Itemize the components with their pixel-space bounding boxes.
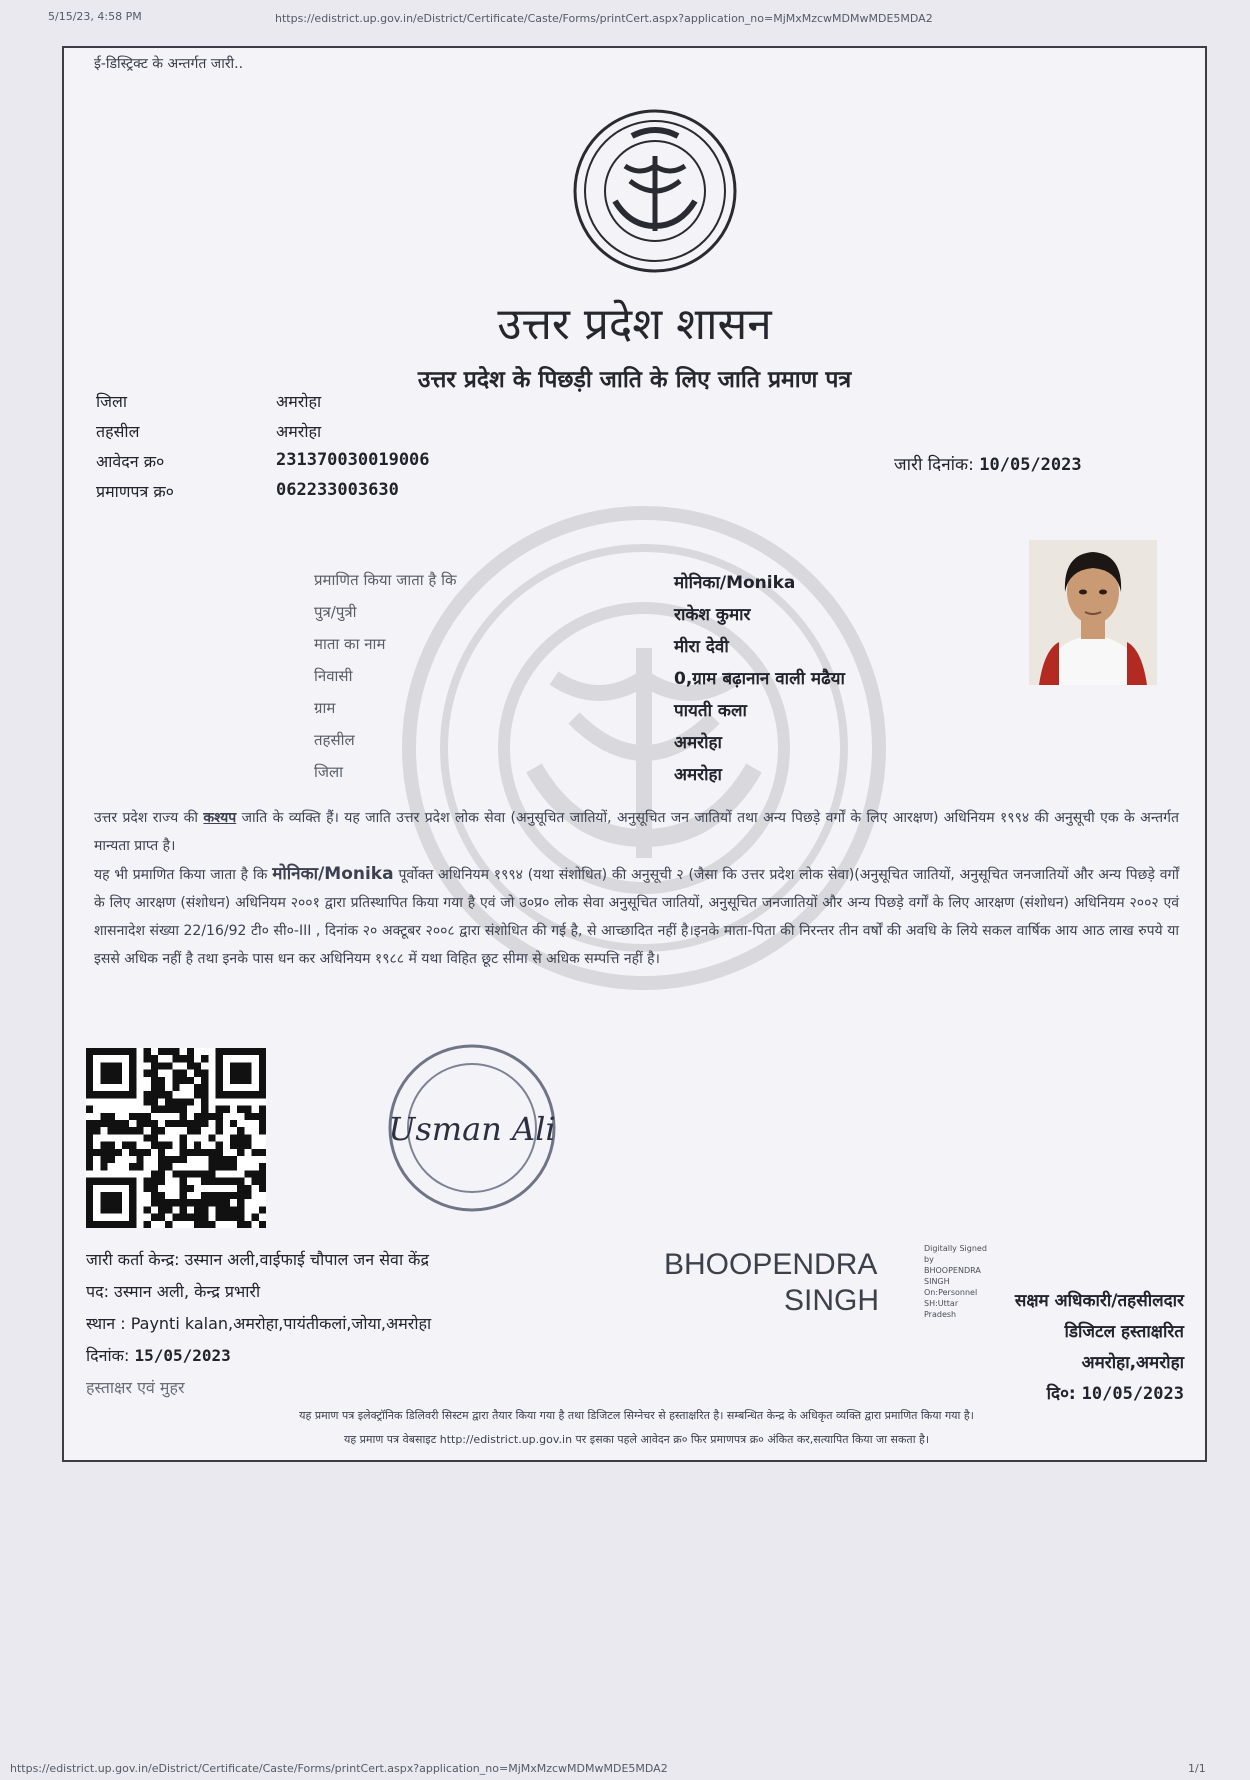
person-value: अमरोहा — [674, 765, 722, 785]
person-label: माता का नाम — [314, 635, 386, 653]
issue-date — [894, 452, 1082, 475]
print-datetime: 5/15/23, 4:58 PM — [48, 10, 142, 23]
issuer-block — [86, 1244, 706, 1404]
field-value: 062233003630 — [276, 480, 399, 500]
person-value: पायती कला — [674, 701, 747, 721]
issue-date-value: 10/05/2023 — [979, 455, 1082, 475]
digital-signature-detail: SINGH — [924, 1277, 950, 1286]
para2-text: यह भी प्रमाणित किया जाता है कि — [94, 867, 268, 883]
person-value: राकेश कुमार — [674, 605, 751, 625]
footer-url: https://edistrict.up.gov.in/eDistrict/Certificate/Caste/Forms/printCert.aspx?application_no=MjMxMzcwMDMwMDE5MDA2 — [10, 1762, 668, 1775]
officer-date-label: दि०: — [1046, 1384, 1076, 1404]
caste-name: कश्यप — [203, 810, 237, 826]
issuer-date-value: 15/05/2023 — [134, 1346, 231, 1365]
sub-title: उत्तर प्रदेश के पिछड़ी जाति के लिए जाति प्रमाण पत्र — [417, 367, 852, 393]
person-label: पुत्र/पुत्री — [314, 603, 357, 621]
digital-signature-detail: SH:Uttar — [924, 1299, 959, 1308]
fine-print — [84, 1404, 1189, 1452]
person-value: अमरोहा — [674, 733, 722, 753]
field-label: जिला — [96, 392, 128, 411]
digital-signature-detail: On:Personnel — [924, 1288, 978, 1297]
person-value: मीरा देवी — [674, 637, 729, 657]
person-label: तहसील — [314, 731, 355, 749]
signature-seal-label: हस्ताक्षर एवं मुहर — [86, 1378, 185, 1397]
officer-date-value: 10/05/2023 — [1081, 1384, 1184, 1404]
field-label: प्रमाणपत्र क्र० — [96, 482, 174, 501]
person-label: प्रमाणित किया जाता है कि — [314, 571, 457, 589]
person-value: 0,ग्राम बढ़ानान वाली मढैया — [674, 669, 845, 689]
field-value: 231370030019006 — [276, 450, 430, 470]
digital-signature — [664, 1243, 987, 1343]
page-number: 1/1 — [1188, 1762, 1206, 1775]
field-label: तहसील — [96, 422, 140, 441]
para2-text: पूर्वोक्त अधिनियम १९९४ (यथा संशोधित) की अनुसूची २ (जैसा कि उत्तर प्रदेश लोक सेवा)(अनुसूचित जातियों, अनुसूचित जनजातियों और अन्य पिछड़े वर्गों के लिए आरक्षण (संशोधन) अधिनियम २००१ द्वारा प्रतिस्थापित किया गया है एवं जो उ०प्र० लोक सेवा अनुसूचित जातियों, अनुसूचित जनजातियों और अन्य पिछड़े वर्गों के लिए आरक्षण (संशोधन) अधिनियम २००२ एवं शासनादेश संख्या 22/16/92 टी० सी०-III , दिनांक २० अक्टूबर २००८ द्वारा संशोधित की गई है, से आच्छादित नहीं है।इनके माता-पिता की निरन्तर तीन वर्षों की अवधि के लिये सकल वार्षिक आय आठ लाख रुपये या इससे अधिक नहीं है तथा इनके पास धन कर अधिनियम १९८८ में यथा विहित छूट सीमा से अधिक सम्पत्ति नहीं है। — [94, 867, 1180, 967]
officer-place: अमरोहा,अमरोहा — [1081, 1353, 1184, 1373]
qr-code — [86, 1048, 266, 1228]
certificate — [62, 46, 1207, 1462]
issuer-center: जारी कर्ता केन्द्र: उस्मान अली,वाईफाई चौपाल जन सेवा केंद्र — [86, 1250, 429, 1269]
fine-print-line: यह प्रमाण पत्र वेबसाइट http://edistrict.up.gov.in पर इसका पहले आवेदन क्र० फिर प्रमाणपत्र क्र० अंकित कर,सत्यापित किया जा सकता है। — [343, 1433, 930, 1446]
stamp-signature-text: Usman Ali — [388, 1110, 556, 1148]
person-label: निवासी — [314, 667, 353, 685]
para1-text: जाति के व्यक्ति हैं। यह जाति उत्तर प्रदेश लोक सेवा (अनुसूचित जातियों, अनुसूचित जन जातियों तथा अन्य पिछड़े वर्गों के लिए आरक्षण) अधिनियम १९९४ की अनुसूची एक के अन्तर्गत मान्यता प्राप्त है। — [94, 810, 1179, 854]
officer-digital-signed: डिजिटल हस्ताक्षरित — [1064, 1322, 1184, 1342]
officer-block — [954, 1286, 1184, 1410]
up-emblem-icon — [570, 106, 740, 276]
issue-date-label: जारी दिनांक: — [894, 455, 974, 475]
print-url: https://edistrict.up.gov.in/eDistrict/Certificate/Caste/Forms/printCert.aspx?application_no=MjMxMzcwMDMwMDE5MDA2 — [275, 12, 933, 25]
digital-signature-name — [664, 1247, 879, 1319]
issuer-date — [86, 1340, 706, 1372]
field-value: अमरोहा — [276, 392, 322, 411]
digital-signature-detail: Pradesh — [924, 1310, 957, 1319]
applicant-name: मोनिका/Monika — [272, 864, 394, 884]
officer-title: सक्षम अधिकारी/तहसीलदार — [1014, 1291, 1184, 1311]
certificate-body — [94, 804, 1179, 973]
digital-signature-name-line2: SINGH — [784, 1284, 880, 1317]
person-label: ग्राम — [314, 699, 336, 717]
person-label: जिला — [314, 763, 344, 781]
issuer-date-label: दिनांक: — [86, 1346, 130, 1365]
para1-text: उत्तर प्रदेश राज्य की — [94, 810, 199, 826]
issuer-place: स्थान : Paynti kalan,अमरोहा,पायंतीकलां,जोया,अमरोहा — [86, 1314, 432, 1333]
digital-signature-detail: by — [924, 1255, 934, 1264]
applicant-photo — [1029, 540, 1157, 685]
edistrict-note: ई-डिस्ट्रिक्ट के अन्तर्गत जारी.. — [94, 56, 244, 72]
digital-signature-detail: BHOOPENDRA — [924, 1266, 981, 1275]
field-value: अमरोहा — [276, 422, 322, 441]
fine-print-line: यह प्रमाण पत्र इलेक्ट्रॉनिक डिलिवरी सिस्टम द्वारा तैयार किया गया है तथा डिजिटल सिग्नेचर से हस्ताक्षरित है। सम्बन्धित केन्द्र के अधिकृत व्यक्ति द्वारा प्रमाणित किया गया है। — [299, 1409, 974, 1422]
field-label: आवेदन क्र० — [96, 452, 165, 471]
signature-stamp — [382, 1038, 562, 1218]
person-value: मोनिका/Monika — [674, 573, 796, 593]
digital-signature-detail: Digitally Signed — [924, 1244, 987, 1253]
issuer-post: पद: उस्मान अली, केन्द्र प्रभारी — [86, 1282, 261, 1301]
digital-signature-name-line1: BHOOPENDRA — [664, 1248, 878, 1281]
main-title: उत्तर प्रदेश शासन — [497, 299, 772, 350]
